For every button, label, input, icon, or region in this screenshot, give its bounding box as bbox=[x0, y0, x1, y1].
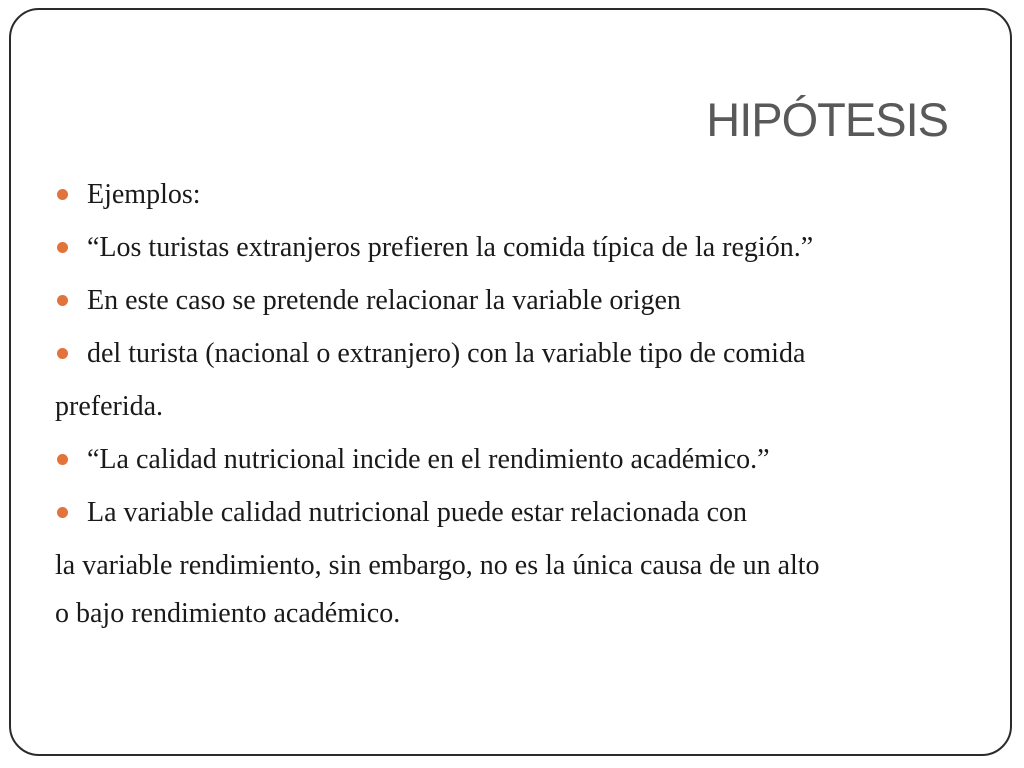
bullet-item bbox=[55, 327, 975, 380]
bullet-item bbox=[55, 433, 975, 486]
bullet-text: En este caso se pretende relacionar la variable origen bbox=[87, 285, 681, 316]
bullet-icon bbox=[57, 295, 68, 306]
bullet-item bbox=[55, 274, 975, 327]
bullet-icon bbox=[57, 507, 68, 518]
bullet-text: del turista (nacional o extranjero) con la variable tipo de comida bbox=[87, 338, 806, 369]
continuation-line bbox=[55, 539, 975, 592]
bullet-text: La variable calidad nutricional puede estar relacionada con bbox=[87, 497, 747, 528]
bullet-item bbox=[55, 221, 975, 274]
continuation-text: o bajo rendimiento académico. bbox=[55, 598, 401, 629]
continuation-line bbox=[55, 592, 975, 636]
bullet-item bbox=[55, 486, 975, 539]
continuation-line bbox=[55, 380, 975, 433]
bullet-text: Ejemplos: bbox=[87, 179, 201, 210]
bullet-icon bbox=[57, 189, 68, 200]
bullet-text: “Los turistas extranjeros prefieren la comida típica de la región.” bbox=[87, 232, 814, 263]
continuation-text: la variable rendimiento, sin embargo, no es la única causa de un alto bbox=[55, 550, 820, 581]
bullet-item bbox=[55, 168, 975, 221]
slide-title: HIPÓTESIS bbox=[706, 93, 948, 146]
slide-body bbox=[55, 168, 975, 636]
bullet-icon bbox=[57, 242, 68, 253]
bullet-text: “La calidad nutricional incide en el rendimiento académico.” bbox=[87, 444, 770, 475]
bullet-icon bbox=[57, 348, 68, 359]
bullet-icon bbox=[57, 454, 68, 465]
continuation-text: preferida. bbox=[55, 391, 164, 422]
